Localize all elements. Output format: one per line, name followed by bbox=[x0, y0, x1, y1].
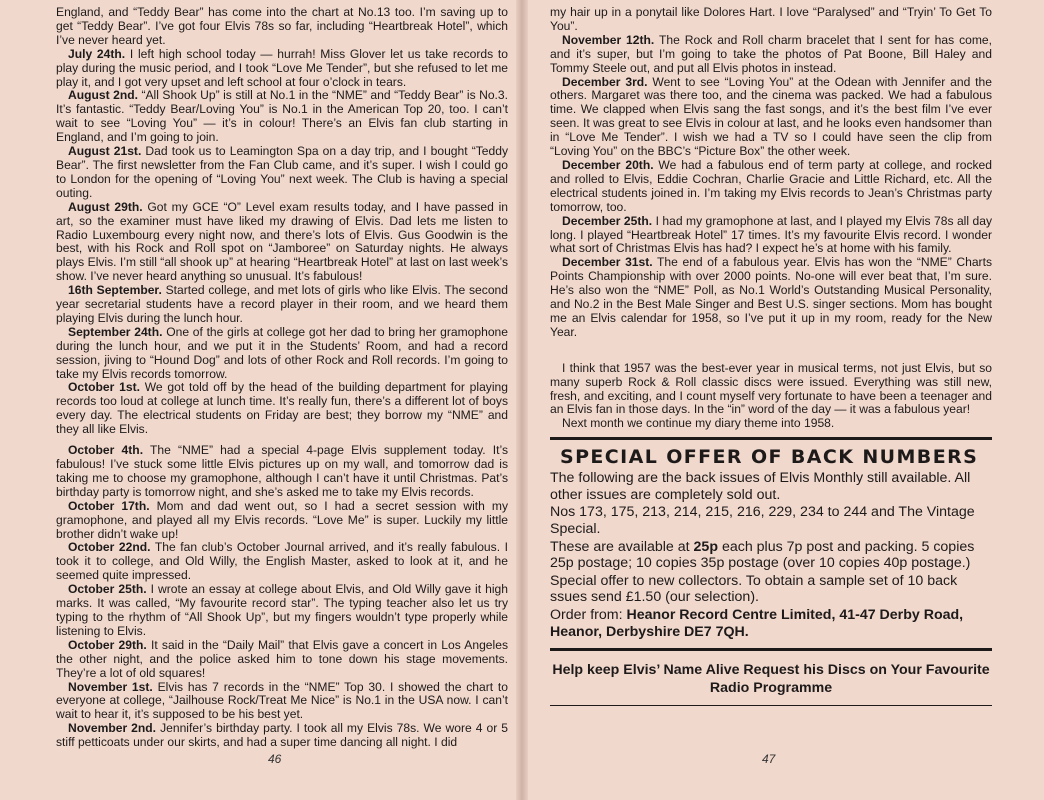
offer-collectors: Special offer to new collectors. To obtain a sample set of 10 back ssues send £1.50 (our selection). bbox=[550, 572, 958, 606]
entry-date: August 29th. bbox=[68, 199, 143, 214]
entry-date: October 1st. bbox=[68, 380, 140, 395]
entry-date: October 22nd. bbox=[68, 540, 151, 555]
entry-date: November 12th. bbox=[562, 32, 655, 47]
diary-entry: October 22nd. The fan club’s October Journal arrived, and it’s really fabulous. I took it to college, and Old Willy, the English Master, asked to look at it, and he seemed quite impressed. bbox=[56, 540, 508, 583]
offer-order: Order from: Heanor Record Centre Limited, 41-47 Derby Road, Heanor, Derbyshire DE7 7QH. bbox=[550, 607, 964, 640]
offer-issues: Nos 173, 175, 213, 214, 215, 216, 229, 234 to 244 and The Vintage Special. bbox=[550, 504, 975, 538]
diary-entry: October 4th. The “NME” had a special 4-page Elvis supplement today. It’s fabulous! I’ve stuck some little Elvis pictures up on my wall, and tomorrow dad is taking me to choose my gramophone, although I can’t have it until Christmas. Pat’s birthday party is tomorrow night, and she’s asked me to take my Elvis records. bbox=[56, 443, 508, 499]
diary-entry: November 1st. Elvis has 7 records in the “NME” Top 30. I showed the chart to everyone at college, “Jailhouse Rock/Treat Me Nice” is No.1 in the USA now. I can’t wait to hear it, it’s supposed to be his best yet. bbox=[56, 679, 508, 722]
entry-date: August 21st. bbox=[68, 144, 142, 159]
closing-paragraph: Next month we continue my diary theme into 1958. bbox=[562, 416, 835, 431]
page-number-right: 47 bbox=[762, 752, 776, 766]
help-bottom-rule bbox=[550, 705, 992, 706]
right-diary-column bbox=[550, 6, 992, 431]
offer-line: The following are the back issues of Elvis Monthly still available. All other issues are completely sold out. bbox=[550, 470, 971, 503]
entry-date: July 24th. bbox=[68, 46, 126, 61]
back-numbers-offer bbox=[550, 437, 992, 706]
diary-entry: my hair up in a ponytail like Dolores Hart. I love “Paralysed” and “Tryin’ To Get To You”. bbox=[550, 5, 992, 33]
diary-entry: October 25th. I wrote an essay at college about Elvis, and Old Willy gave it high marks. It was called, “My favourite record star”. The typing teacher also let us try typing to the rhythm of “All Shook Up”, but my fingers wouldn’t type properly while listening to Elvis. bbox=[56, 582, 508, 638]
entry-date: 16th September. bbox=[68, 283, 162, 298]
left-diary-column bbox=[56, 6, 508, 750]
diary-entry: October 17th. Mom and dad went out, so I had a secret session with my gramophone, and played all my Elvis records. “Love Me” is super. Luckily my little brother didn’t wake up! bbox=[56, 498, 508, 541]
diary-entry: December 31st. The end of a fabulous year. Elvis has won the “NME” Charts Points Championship with over 2000 points. No-one will ever beat that, I’m sure. He’s also won the “NME” Poll, as No.1 World’s Outstanding Musical Personality, and No.2 in the Best Male Singer and Best U.S. singer sections. Mom has bought me an Elvis calendar for 1958, so I’ve put it up in my room, ready for the New Year. bbox=[550, 255, 992, 339]
diary-entry: October 29th. It said in the “Daily Mail” that Elvis gave a concert in Los Angeles the other night, and the police asked him to tone down his stage movements. They’re a lot of old squares! bbox=[56, 637, 508, 680]
entry-date: December 25th. bbox=[562, 213, 653, 228]
entry-date: December 20th. bbox=[562, 157, 654, 172]
help-banner: Help keep Elvis’ Name Alive Request his Discs on Your Favourite Radio Programme bbox=[552, 662, 990, 697]
book-gutter bbox=[516, 0, 528, 800]
diary-entry: 16th September. Started college, and met lots of girls who like Elvis. The second year secretarial students have a record player in their room, and we heard them playing Elvis during the lunch hour. bbox=[56, 283, 508, 325]
diary-entry: England, and “Teddy Bear” has come into the chart at No.13 too. I’m saving up to get “Teddy Bear”. I’ve got four Elvis 78s so far, including “Heartbreak Hotel”, which I’ve never heard yet. bbox=[56, 5, 508, 47]
entry-date: October 4th. bbox=[68, 443, 144, 458]
diary-entry: December 25th. I had my gramophone at last, and I played my Elvis 78s all day long. I played “Heartbreak Hotel” 17 times. It’s my favourite Elvis record. I wonder what sort of Christmas Elvis has had? I expect he’s at home with his family. bbox=[550, 213, 992, 256]
offer-bottom-rule bbox=[550, 648, 992, 651]
page-number-left: 46 bbox=[268, 752, 282, 766]
diary-entry: August 2nd. “All Shook Up” is still at No.1 in the “NME” and “Teddy Bear” is No.3. It’s fantastic. “Teddy Bear/Loving You” is No.1 in the American Top 20, too. I can’t wait to see “Loving You” — it’s in colour! There’s an Elvis fan club starting in England, and I’m going to join. bbox=[56, 88, 508, 145]
closing-paragraph: I think that 1957 was the best-ever year in musical terms, not just Elvis, but so many superb Rock & Roll classic discs were issued. Everything was still new, fresh, and exciting, and I count myself very fortunate to have been a teenager and an Elvis fan in those days. In the “in” word of the day — it was a fabulous year! bbox=[550, 360, 992, 417]
entry-date: December 3rd. bbox=[562, 74, 648, 89]
diary-entry: August 29th. Got my GCE “O” Level exam results today, and I have passed in art, so the examiner must have liked my drawing of Elvis. Dad lets me listen to Radio Luxembourg every night now, and there’s lots of Elvis. Gus Goodwin is the best, with his Rock and Roll spot on “Jamboree” on Saturday nights. He always plays Elvis. I’m still “all shook up” at hearing “Heartbreak Hotel” at last on last week’s show. I’ve never heard anything so unusual. It’s fabulous! bbox=[56, 199, 508, 284]
right-page bbox=[522, 0, 1044, 800]
offer-title: SPECIAL OFFER OF BACK NUMBERS bbox=[560, 446, 979, 469]
entry-date: November 2nd. bbox=[68, 721, 157, 736]
entry-date: October 17th. bbox=[68, 498, 150, 513]
diary-entry: September 24th. One of the girls at college got her dad to bring her gramophone during the lunch hour, and we put it in the Students’ Room, and had a record session, jiving to “Hound Dog” and lots of other Rock and Roll records. I’m going to take my Elvis records tomorrow. bbox=[56, 324, 509, 381]
diary-entry: August 21st. Dad took us to Leamington Spa on a day trip, and I bought “Teddy Bear”. The first newsletter from the Fan Club came, and it’s super. I wish I could go to London for the opening of “Loving You” next week. The Club is having a special outing. bbox=[56, 144, 509, 200]
diary-entry: November 2nd. Jennifer’s birthday party. I took all my Elvis 78s. We wore 4 or 5 stiff petticoats under our skirts, and had a super time dancing all night. I did bbox=[56, 721, 508, 750]
order-address: Heanor Record Centre Limited, 41-47 Derby Road, Heanor, Derbyshire DE7 7QH. bbox=[550, 607, 964, 640]
diary-entry: December 3rd. Went to see “Loving You” at the Odean with Jennifer and the others. Margaret was there too, and the cinema was packed. We had a fabulous time. We clapped when Elvis sang the fast songs, and it’s the best film I’ve ever seen. It was great to see Elvis in colour at last, and he looks even handsomer than in “Love Me Tender”. I wish we had a TV so I could have seen the clip from “Loving You” on the BBC’s “Picture Box” the other week. bbox=[550, 74, 992, 159]
entry-date: September 24th. bbox=[68, 324, 163, 339]
diary-entry: July 24th. I left high school today — hurrah! Miss Glover let us take records to play during the music period, and I took “Love Me Tender”, but she refused to let me play it, and I got very upset and left school at four o’clock in tears. bbox=[56, 46, 508, 89]
diary-entry: December 20th. We had a fabulous end of term party at college, and rocked and rolled to Elvis, Eddie Cochran, Charlie Gracie and Little Richard, etc. All the electrical students joined in. I’m taking my Elvis records to Jean’s Christmas party tomorrow, too. bbox=[550, 157, 992, 214]
entry-date: October 29th. bbox=[68, 637, 147, 652]
diary-entry: October 1st. We got told off by the head of the building department for playing records too loud at college at lunch time. It’s really fun, there’s a different lot of boys every day. The electrical students on Friday are best; they borrow my “NME” and they all like Elvis. bbox=[56, 380, 508, 437]
entry-date: October 25th. bbox=[68, 582, 147, 597]
offer-prices: These are available at 25p each plus 7p post and packing. 5 copies 25p postage; 10 copies 35p postage (over 10 copies 40p postage.) bbox=[550, 538, 975, 572]
entry-date: December 31st. bbox=[562, 255, 653, 270]
entry-date: August 2nd. bbox=[68, 88, 138, 103]
entry-date: November 1st. bbox=[68, 679, 153, 694]
offer-top-rule bbox=[550, 437, 992, 440]
diary-entry: November 12th. The Rock and Roll charm bracelet that I sent for has come, and it’s super, but I’m going to take the photos of Pat Boone, Bill Haley and Tommy Steele out, and put all Elvis photos in instead. bbox=[550, 32, 992, 75]
